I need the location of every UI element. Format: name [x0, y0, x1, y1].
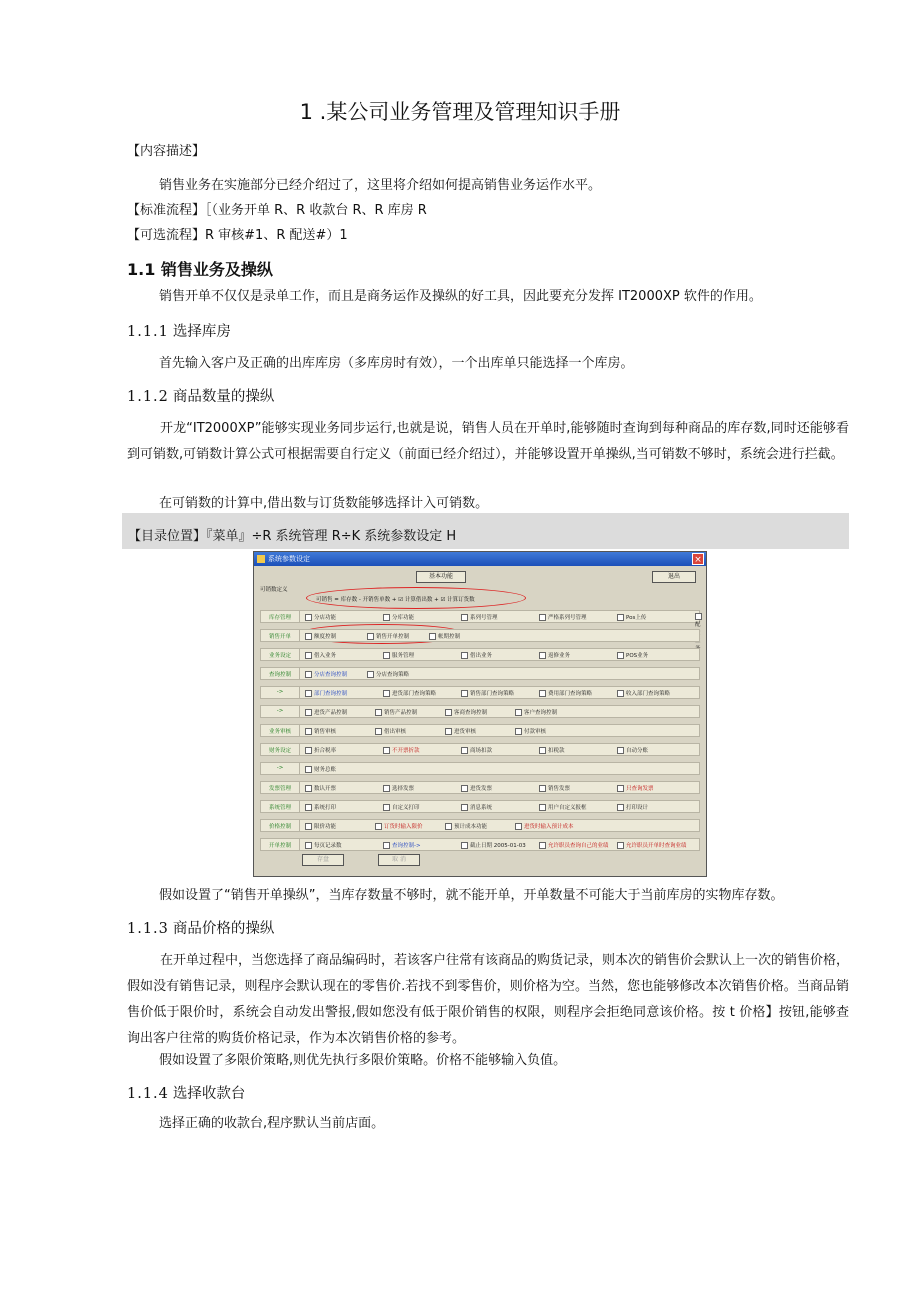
option-checkbox[interactable]	[375, 822, 423, 830]
option-checkbox-label: 进货发票	[470, 786, 493, 792]
checkbox-icon[interactable]	[461, 690, 468, 697]
option-checkbox[interactable]	[539, 746, 565, 754]
option-checkbox[interactable]	[305, 803, 336, 811]
option-checkbox[interactable]	[375, 727, 406, 735]
option-row-separator	[299, 820, 300, 831]
option-checkbox-label: 订货时输入限价	[384, 824, 423, 830]
option-checkbox[interactable]	[617, 689, 670, 697]
option-row	[260, 781, 700, 794]
section-1-1-3-paragraph-2: 假如设置了多限价策略,则优先执行多限价策略。价格不能够输入负值。	[159, 1053, 567, 1068]
checkbox-icon[interactable]	[461, 842, 468, 849]
checkbox-icon[interactable]	[539, 614, 546, 621]
optional-flow: 【可选流程】R 审核#1、R 配送#）1	[127, 228, 348, 243]
option-checkbox[interactable]	[515, 727, 546, 735]
option-row-separator	[299, 782, 300, 793]
option-checkbox-label: 借入业务	[314, 653, 337, 659]
checkbox-icon[interactable]	[515, 728, 522, 735]
option-row-label: 开单控制	[268, 843, 291, 849]
checkbox-icon[interactable]	[461, 785, 468, 792]
option-checkbox-label: 配	[695, 622, 701, 628]
option-checkbox[interactable]	[383, 803, 420, 811]
option-checkbox-label: 分库功能	[392, 615, 415, 621]
option-checkbox-label: 部门查询控制	[314, 691, 348, 697]
checkbox-icon[interactable]	[539, 804, 546, 811]
checkbox-icon[interactable]	[515, 709, 522, 716]
option-checkbox-label: 分店功能	[314, 615, 337, 621]
option-checkbox[interactable]	[617, 651, 648, 659]
option-checkbox[interactable]	[383, 784, 414, 792]
option-checkbox[interactable]	[617, 841, 687, 849]
option-checkbox-label: 截止日期 2005-01-03	[470, 843, 526, 849]
option-checkbox-label: 客户查询控制	[524, 710, 558, 716]
option-row-separator	[299, 649, 300, 660]
option-checkbox-label: 数认开票	[314, 786, 337, 792]
option-checkbox[interactable]	[461, 613, 498, 621]
option-row	[260, 686, 700, 699]
option-checkbox-label: 扣税款	[548, 748, 565, 754]
option-row-label: ->	[276, 765, 284, 771]
formula-label: 可销数定义	[260, 587, 288, 593]
option-checkbox[interactable]	[445, 822, 487, 830]
option-row-separator	[299, 801, 300, 812]
section-1-1-3-title: 商品价格的操纵	[172, 921, 275, 937]
checkbox-icon[interactable]	[383, 614, 390, 621]
option-checkbox-label: 商场扣款	[470, 748, 493, 754]
option-checkbox-label: 系统打印	[314, 805, 337, 811]
option-checkbox[interactable]	[383, 841, 421, 849]
dialog-title: 系统参数设定	[268, 555, 310, 563]
option-row-separator	[299, 611, 300, 622]
option-checkbox[interactable]	[305, 746, 336, 754]
checkbox-icon[interactable]	[305, 785, 312, 792]
checkbox-icon[interactable]	[305, 690, 312, 697]
option-row-separator	[299, 763, 300, 774]
menu-path-text: 【目录位置】『菜单』÷R 系统管理 R÷K 系统参数设定 H	[128, 529, 457, 544]
section-1-1-text: 销售开单不仅仅是录单工作，而且是商务运作及操纵的好工具，因此要充分发挥 IT2000XP 软件的作用。	[159, 289, 762, 304]
option-checkbox-label: 允许职员开单时查询业绩	[626, 843, 687, 849]
option-checkbox-label: 选择发票	[392, 786, 415, 792]
section-1-1-1-heading	[127, 320, 231, 341]
option-checkbox-label: 借出业务	[470, 653, 493, 659]
option-checkbox[interactable]	[617, 803, 648, 811]
option-row-label: 查询控制	[268, 672, 291, 678]
section-1-1-4-text: 选择正确的收款台,程序默认当前店面。	[159, 1116, 385, 1131]
option-row	[260, 838, 700, 851]
option-checkbox-label: 严格系列号管理	[548, 615, 587, 621]
checkbox-icon[interactable]	[461, 652, 468, 659]
option-row-label: ->	[276, 708, 284, 714]
option-checkbox[interactable]	[445, 727, 476, 735]
option-checkbox[interactable]	[305, 841, 342, 849]
checkbox-icon[interactable]	[617, 614, 624, 621]
option-checkbox-label: 财务总账	[314, 767, 337, 773]
dialog-close-icon[interactable]: ×	[692, 553, 704, 565]
system-params-dialog-image	[253, 551, 707, 877]
checkbox-icon[interactable]	[305, 823, 312, 830]
checkbox-icon[interactable]	[305, 728, 312, 735]
option-checkbox[interactable]	[383, 651, 414, 659]
checkbox-icon[interactable]	[617, 652, 624, 659]
basic-function-button[interactable]: 基本功能	[416, 571, 466, 583]
checkbox-icon[interactable]	[617, 785, 624, 792]
option-checkbox-label: 每页记录数	[314, 843, 342, 849]
option-checkbox-label: 进货审核	[454, 729, 477, 735]
option-checkbox[interactable]	[617, 784, 654, 792]
option-checkbox[interactable]	[383, 613, 414, 621]
option-checkbox-label: 服务管理	[392, 653, 415, 659]
option-row	[260, 819, 700, 832]
section-1-1-2-number: 1.1.2	[127, 389, 169, 405]
option-checkbox[interactable]	[305, 670, 347, 678]
option-checkbox[interactable]	[445, 708, 487, 716]
option-checkbox-label: 返修业务	[548, 653, 571, 659]
checkbox-icon[interactable]	[617, 842, 624, 849]
option-checkbox[interactable]	[617, 746, 648, 754]
option-checkbox[interactable]	[305, 632, 336, 640]
checkbox-icon[interactable]	[305, 652, 312, 659]
checkbox-icon[interactable]	[515, 823, 522, 830]
section-1-1-2-title: 商品数量的操纵	[172, 389, 275, 405]
option-row	[260, 629, 700, 642]
option-row-separator	[299, 630, 300, 641]
option-row-separator	[299, 744, 300, 755]
option-checkbox-label: 进货产品控制	[314, 710, 348, 716]
exit-button[interactable]: 退出	[652, 571, 696, 583]
checkbox-icon[interactable]	[617, 690, 624, 697]
standard-flow: 【标准流程】［（业务开单 R、R 收款台 R、R 库房 R	[127, 203, 427, 218]
option-checkbox-label: 折合税率	[314, 748, 337, 754]
option-row-label: ->	[276, 689, 284, 695]
checkbox-icon[interactable]	[445, 728, 452, 735]
checkbox-icon[interactable]	[617, 804, 624, 811]
checkbox-icon[interactable]	[305, 633, 312, 640]
option-checkbox[interactable]	[305, 708, 347, 716]
option-checkbox-label: Pos上传	[626, 615, 647, 621]
option-checkbox-label: 允许职员查询自己的业绩	[548, 843, 609, 849]
checkbox-icon[interactable]	[539, 747, 546, 754]
formula-highlight-ellipse	[306, 587, 526, 609]
save-button[interactable]: 存盘	[302, 854, 344, 866]
option-checkbox-label: 收入部门查询策略	[626, 691, 671, 697]
checkbox-icon[interactable]	[695, 613, 702, 620]
option-checkbox[interactable]	[539, 689, 592, 697]
option-checkbox-label: 消息系统	[470, 805, 493, 811]
option-checkbox[interactable]	[375, 708, 417, 716]
option-row	[260, 800, 700, 813]
option-checkbox-label: 自定义打印	[392, 805, 420, 811]
checkbox-icon[interactable]	[445, 709, 452, 716]
option-checkbox[interactable]	[367, 632, 409, 640]
option-checkbox[interactable]	[383, 746, 420, 754]
option-row	[260, 648, 700, 661]
option-row-label: 库存管理	[268, 615, 291, 621]
option-row	[260, 610, 701, 628]
section-1-1-heading: 1.1 销售业务及操纵	[127, 260, 273, 279]
option-row	[260, 667, 700, 680]
option-checkbox-label: 借出审核	[384, 729, 407, 735]
section-1-1-4-title: 选择收款台	[172, 1086, 246, 1102]
option-checkbox[interactable]	[305, 784, 336, 792]
checkbox-icon[interactable]	[445, 823, 452, 830]
option-row-label: 业务审核	[268, 729, 291, 735]
section-1-1-1-title: 选择库房	[172, 324, 231, 340]
section-1-1-3-number: 1.1.3	[127, 921, 169, 937]
option-checkbox-label: 预计成本功能	[454, 824, 488, 830]
option-checkbox-label: 销售发票	[548, 786, 571, 792]
option-checkbox[interactable]	[305, 689, 347, 697]
option-checkbox-label: 付款审核	[524, 729, 547, 735]
option-checkbox-label: 分店查询控制	[314, 672, 348, 678]
option-row	[260, 705, 700, 718]
option-row	[260, 743, 700, 756]
option-checkbox[interactable]	[617, 613, 646, 621]
checkbox-icon[interactable]	[305, 671, 312, 678]
option-checkbox-label: 自动分账	[626, 748, 649, 754]
option-checkbox-label: 只查询发票	[626, 786, 654, 792]
option-checkbox[interactable]	[305, 613, 336, 621]
checkbox-icon[interactable]	[539, 785, 546, 792]
checkbox-icon[interactable]	[539, 652, 546, 659]
menu-path-bar	[122, 513, 849, 549]
option-checkbox-label: POS业务	[626, 653, 649, 659]
checkbox-icon[interactable]	[461, 747, 468, 754]
section-1-1-1-text: 首先输入客户及正确的出库库房（多库房时有效），一个出库单只能选择一个库房。	[159, 356, 634, 371]
option-row-label: 价格控制	[268, 824, 291, 830]
dialog-app-icon	[257, 555, 265, 563]
option-row-separator	[299, 687, 300, 698]
option-checkbox[interactable]	[539, 613, 587, 621]
section-1-1-4-number: 1.1.4	[127, 1086, 169, 1102]
checkbox-icon[interactable]	[383, 747, 390, 754]
checkbox-icon[interactable]	[375, 728, 382, 735]
option-row	[260, 724, 700, 737]
page-title: 1 .某公司业务管理及管理知识手册	[299, 100, 621, 124]
option-checkbox-label: 额度控制	[314, 634, 337, 640]
checkbox-icon[interactable]	[429, 633, 436, 640]
checkbox-icon[interactable]	[617, 747, 624, 754]
option-checkbox[interactable]	[367, 670, 409, 678]
checkbox-icon[interactable]	[539, 842, 546, 849]
section-1-1-2-paragraph-2: 在可销数的计算中,借出数与订货数能够选择计入可销数。	[159, 496, 489, 511]
checkbox-icon[interactable]	[539, 690, 546, 697]
checkbox-icon[interactable]	[383, 690, 390, 697]
option-checkbox-label: 销售部门查询策略	[470, 691, 515, 697]
option-checkbox-label: 客商查询控制	[454, 710, 488, 716]
after-image-text: 假如设置了“销售开单操纵”，当库存数量不够时，就不能开单，开单数量不可能大于当前库房的实物库存数。	[159, 888, 784, 903]
checkbox-icon[interactable]	[375, 823, 382, 830]
option-checkbox[interactable]	[515, 822, 574, 830]
option-checkbox[interactable]	[539, 651, 570, 659]
checkbox-icon[interactable]	[383, 652, 390, 659]
checkbox-icon[interactable]	[367, 633, 374, 640]
option-checkbox[interactable]	[539, 784, 570, 792]
option-checkbox[interactable]	[305, 727, 336, 735]
checkbox-icon[interactable]	[383, 804, 390, 811]
checkbox-icon[interactable]	[461, 614, 468, 621]
option-checkbox[interactable]	[461, 784, 492, 792]
section-1-1-2-heading	[127, 385, 274, 406]
option-row-separator	[299, 668, 300, 679]
section-1-1-4-heading	[127, 1082, 245, 1103]
section-1-1-1-number: 1.1.1	[127, 324, 169, 340]
checkbox-icon[interactable]	[367, 671, 374, 678]
option-checkbox-label: 销售开单控制	[376, 634, 410, 640]
option-checkbox-label: 不开票折款	[392, 748, 420, 754]
option-row-label: 财务设定	[268, 748, 291, 754]
option-checkbox-label: 进货时输入预计成本	[524, 824, 574, 830]
option-checkbox[interactable]	[461, 746, 492, 754]
option-checkbox-label: 分店查询策略	[376, 672, 410, 678]
content-desc-label: 【内容描述】	[127, 144, 206, 159]
option-checkbox[interactable]	[539, 841, 609, 849]
option-checkbox[interactable]	[461, 651, 492, 659]
option-row	[260, 762, 700, 775]
option-row-label: 发票管理	[268, 786, 291, 792]
option-checkbox-label: 查询控制->	[392, 843, 421, 849]
option-row-separator	[299, 706, 300, 717]
option-checkbox[interactable]	[461, 689, 514, 697]
option-row-label: 业务设定	[268, 653, 291, 659]
checkbox-icon[interactable]	[305, 842, 312, 849]
checkbox-icon[interactable]	[305, 709, 312, 716]
cancel-button[interactable]: 取 消	[378, 854, 420, 866]
option-checkbox-label: 进货部门查询策略	[392, 691, 437, 697]
option-row-separator	[299, 839, 300, 850]
option-checkbox-label: 费用部门查询策略	[548, 691, 593, 697]
checkbox-icon[interactable]	[305, 804, 312, 811]
checkbox-icon[interactable]	[305, 747, 312, 754]
option-checkbox-label: 销售审核	[314, 729, 337, 735]
section-1-1-3-paragraph-1: 在开单过程中，当您选择了商品编码时，若该客户往常有该商品的购货记录，则本次的销售价会默认上一次的销售价格，假如没有销售记录，则程序会默认现在的零售价.若找不到零售价，则价格为空。当然，您也能够修改本次销售价格。当商品销售价低于限价时，系统会自动发出警报,假如您没有低于限价销售的权限，则程序会拒绝同意该价格。按 t 价格】按钮,能够查询出客户往常的购货价格记录，作为本次销售价格的参考。	[127, 953, 850, 1046]
checkbox-icon[interactable]	[305, 614, 312, 621]
option-checkbox-label: 用户自定义报框	[548, 805, 587, 811]
option-row-label: 销售开单	[268, 634, 291, 640]
option-checkbox[interactable]	[539, 803, 587, 811]
option-checkbox[interactable]	[429, 632, 460, 640]
option-checkbox[interactable]	[305, 822, 336, 830]
dialog-titlebar	[254, 552, 706, 566]
checkbox-icon[interactable]	[461, 804, 468, 811]
option-row-separator	[299, 725, 300, 736]
checkbox-icon[interactable]	[383, 785, 390, 792]
option-row-label: 系统管理	[268, 805, 291, 811]
formula-text: 可销售 = 库存数 - 开销售单数 + ☑ 计算借出数 + ☑ 计算订货数	[316, 597, 475, 603]
checkbox-icon[interactable]	[305, 766, 312, 773]
option-checkbox-label: 系列号管理	[470, 615, 498, 621]
content-desc-text: 销售业务在实施部分已经介绍过了，这里将介绍如何提高销售业务运作水平。	[159, 178, 602, 193]
section-1-1-3-heading	[127, 917, 274, 938]
option-checkbox[interactable]	[461, 803, 492, 811]
option-checkbox-label: 限价功能	[314, 824, 337, 830]
option-checkbox-label: 帐期控制	[438, 634, 461, 640]
option-checkbox[interactable]	[515, 708, 557, 716]
option-checkbox[interactable]	[305, 765, 336, 773]
option-checkbox-label: 打印设计	[626, 805, 649, 811]
checkbox-icon[interactable]	[383, 842, 390, 849]
option-checkbox[interactable]	[305, 651, 336, 659]
option-checkbox[interactable]	[461, 841, 526, 849]
option-checkbox-label: 销售产品控制	[384, 710, 418, 716]
option-checkbox[interactable]	[383, 689, 436, 697]
checkbox-icon[interactable]	[375, 709, 382, 716]
section-1-1-2-paragraph-1: 开龙“IT2000XP”能够实现业务同步运行,也就是说，销售人员在开单时,能够随时查询到每种商品的库存数,同时还能够看到可销数,可销数计算公式可根据需要自行定义（前面已经介绍过），并能够设置开单操纵,当可销数不够时，系统会进行拦截。	[127, 421, 849, 462]
